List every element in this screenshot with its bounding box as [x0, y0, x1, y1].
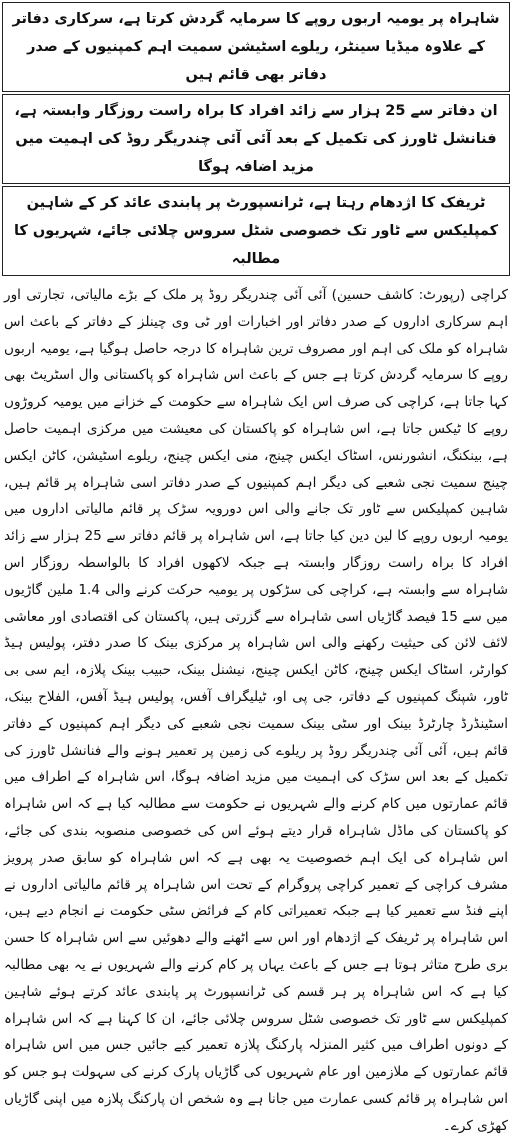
headline-1: شاہراہ پر یومیہ اربوں روپے کا سرمایہ گردش کرتا ہے، سرکاری دفاتر کے علاوہ میڈیا سینٹر، ریلوے اسٹیشن سمیت اہم کمپنیوں کے صدر دفاتر بھی قائم ہیں: [12, 11, 500, 83]
headline-box-2: [2, 94, 510, 184]
news-clipping: [2, 2, 510, 1140]
article-text: کراچی (رپورٹ: کاشف حسین) آئی آئی چندریگر روڈ پر ملک کے بڑے مالیاتی، تجارتی اور اہم سرکاری اداروں کے صدر دفاتر اور اخبارات اور ٹی وی چینلز کے دفاتر کے باعث اس شاہراہ کو ملک کی اہم اور مصروف ترین شاہراہ کا درجہ حاصل ہوگیا ہے، یومیہ اربوں روپے کا سرمایہ گردش کرتا ہے جس کے باعث اس شاہراہ کو پاکستانی وال اسٹریٹ بھی کہا جاتا ہے، کراچی کی صرف اس ایک شاہراہ سے حکومت کے خزانے میں یومیہ کروڑوں روپے کا ٹیکس جاتا ہے، اس شاہراہ کو پاکستان کی معیشت میں مرکزی اہمیت حاصل ہے، بینکنگ، انشورنس، اسٹاک ایکس چینج، منی ایکس چینج، ریلوے اسٹیشن، کاٹن ایکس چینج سمیت نجی شعبے کی دیگر اہم کمپنیوں کے صدر دفاتر اسی شاہراہ پر قائم ہیں، شاہین کمپلیکس سے ٹاور تک جانے والی اس دورویہ سڑک پر قائم مالیاتی اداروں میں یومیہ اربوں روپے کا لین دین کیا جاتا ہے، اس شاہراہ پر قائم دفاتر سے 25 ہزار سے زائد افراد کا براہ راست روزگار وابستہ ہے جبکہ لاکھوں افراد کا بالواسطہ روزگار اس شاہراہ سے وابستہ ہے، کراچی کی سڑکوں پر یومیہ حرکت کرنے والی 1.4 ملین گاڑیوں میں سے 15 فیصد گاڑیاں اسی شاہراہ سے گزرتی ہیں، پاکستان کی اقتصادی اور معاشی لائف لائن کی حیثیت رکھنے والی اس شاہراہ پر مرکزی بینک کا صدر دفتر، پولیس ہیڈ کوارٹر، اسٹاک ایکس چینج، کاٹن ایکس چینج، نیشنل بینک، حبیب بینک پلازہ، ایم سی بی ٹاور، شپنگ کمپنیوں کے دفاتر، جی پی او، ٹیلیگراف آفس، پولیس ہیڈ آفس، الفلاح بینک، اسٹینڈرڈ چارٹرڈ بینک اور سٹی بینک سمیت نجی شعبے کی دیگر اہم کمپنیوں کے دفاتر قائم ہیں، آئی آئی چندریگر روڈ پر ریلوے کی زمین پر تعمیر ہونے والے فنانشل ٹاورز کی تکمیل کے بعد اس سڑک کی اہمیت میں مزید اضافہ ہوگا، اس شاہراہ کے اطراف میں قائم عمارتوں میں کام کرنے والے شہریوں نے حکومت سے مطالبہ کیا ہے کہ اس شاہراہ کو پاکستان کی ماڈل شاہراہ قرار دیتے ہوئے اس کی خصوصی منصوبہ بندی کی جائے، اس شاہراہ کی ایک اہم خصوصیت یہ بھی ہے کہ اس شاہراہ کو سابق صدر پرویز مشرف کراچی کے تعمیر کراچی پروگرام کے تحت اس شاہراہ پر قائم مالیاتی اداروں نے اپنے فنڈ سے تعمیر کیا ہے جبکہ تعمیراتی کام کے فرائض سٹی حکومت نے انجام دیے ہیں، اس شاہراہ پر ٹریفک کے اژدھام اور اس سے اٹھنے والے دھوئیں سے اس شاہراہ کا حسن بری طرح متاثر ہوتا ہے جس کے باعث یہاں پر کام کرنے والے شہریوں نے یہ بھی مطالبہ کیا ہے کہ اس شاہراہ پر ہر قسم کی ٹرانسپورٹ پر پابندی عائد کرتے ہوئے شاہین کمپلیکس سے ٹاور تک خصوصی شٹل سروس چلائی جائے، ان کا کہنا ہے کہ اس شاہراہ کے دونوں اطراف میں کثیر المنزلہ پارکنگ پلازہ تعمیر کیے جائیں جس میں اس شاہراہ قائم عمارتوں کے ملازمین اور عام شہریوں کی گاڑیاں پارک کرنے کی سہولت ہو جس کو اس شاہراہ پر قائم کسی عمارت میں جانا ہے وہ شخص ان پارکنگ پلازہ میں اپنی گاڑیاں کھڑی کرے۔: [4, 287, 509, 1134]
headline-box-1: [2, 2, 510, 92]
article-body: [2, 282, 510, 1140]
headline-2: ان دفاتر سے 25 ہزار سے زائد افراد کا براہ راست روزگار وابستہ ہے، فنانشل ٹاورز کی تکمیل کے بعد آئی آئی چندریگر روڈ کی اہمیت میں مزید اضافہ ہوگا: [14, 103, 498, 175]
headline-box-3: [2, 186, 510, 276]
headline-3: ٹریفک کا اژدھام رہتا ہے، ٹرانسپورٹ پر پابندی عائد کر کے شاہین کمپلیکس سے ٹاور تک خصوصی شٹل سروس چلائی جائے، شہریوں کا مطالبہ: [13, 195, 499, 267]
